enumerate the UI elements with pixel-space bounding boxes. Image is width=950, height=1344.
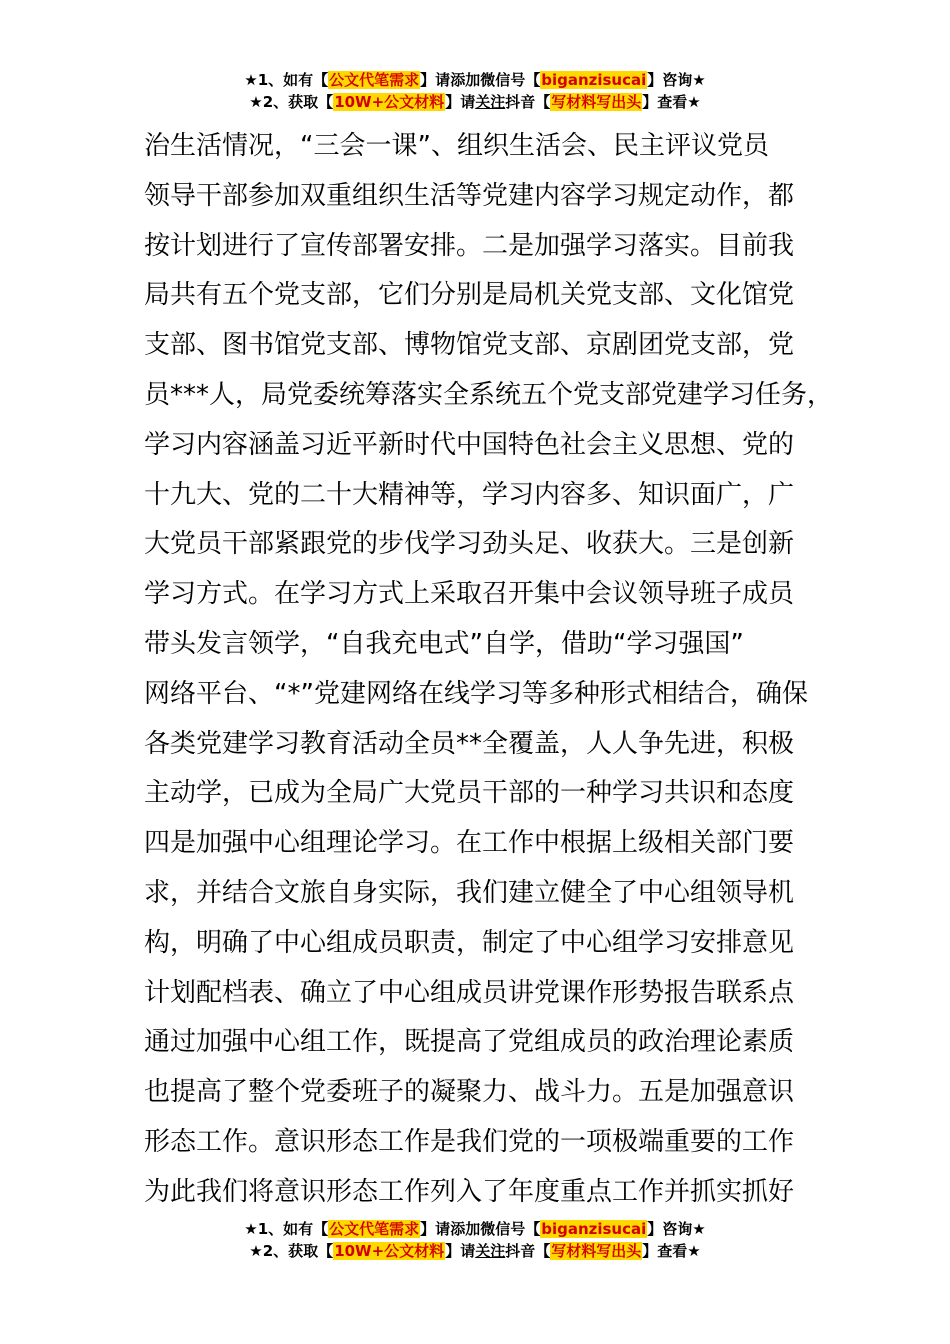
body-line: 学习内容涵盖习近平新时代中国特色社会主义思想、党的 [144, 429, 795, 460]
banner-text: 】请 [445, 1242, 476, 1260]
body-line: 构，明确了中心组成员职责，制定了中心组学习安排意见 [144, 927, 795, 958]
banner-text: ★1、如有【 [244, 1220, 329, 1238]
banner-text: 抖音【 [505, 1242, 551, 1260]
body-line: 为此我们将意识形态工作列入了年度重点工作并抓实抓好 [144, 1176, 795, 1207]
body-line: 通过加强中心组工作，既提高了党组成员的政治理论素质 [144, 1027, 795, 1058]
body-line: 四是加强中心组理论学习。在工作中根据上级相关部门要 [144, 828, 795, 859]
banner-line-2 [0, 91, 950, 113]
banner-text: 】查看★ [642, 1242, 701, 1260]
highlight-materials: 10W+公文材料 [334, 93, 445, 111]
body-line: 计划配档表、确立了中心组成员讲党课作形势报告联系点 [144, 977, 795, 1008]
highlight-wechat-id: biganzisucai [541, 71, 647, 89]
banner-text: 添加 [450, 71, 481, 89]
body-line: 形态工作。意识形态工作是我们党的一项极端重要的工作 [144, 1126, 795, 1157]
highlight-materials: 10W+公文材料 [334, 1242, 445, 1260]
banner-text: ★2、获取【 [249, 1242, 334, 1260]
banner-text: 关注 [475, 1242, 506, 1260]
banner-text: 】咨询★ [647, 71, 706, 89]
banner-text: 】请 [420, 71, 451, 89]
banner-line-2 [0, 1240, 950, 1262]
top-banner [0, 69, 950, 113]
banner-text: 】请 [420, 1220, 451, 1238]
banner-text: 关注 [475, 93, 506, 111]
banner-text: 微信号【 [480, 1220, 541, 1238]
body-line: 网络平台、“*”党建网络在线学习等多种形式相结合，确保 [144, 678, 808, 709]
banner-text: 微信号【 [480, 71, 541, 89]
body-line: 支部、图书馆党支部、博物馆党支部、京剧团党支部，党 [144, 330, 795, 361]
body-line: 也提高了整个党委班子的凝聚力、战斗力。五是加强意识 [144, 1077, 795, 1108]
banner-line-1 [0, 1218, 950, 1240]
body-line: 治生活情况，“三会一课”、组织生活会、民主评议党员 [144, 131, 769, 161]
banner-text: ★1、如有【 [244, 71, 329, 89]
body-line: 局共有五个党支部，它们分别是局机关党支部、文化馆党 [144, 280, 795, 311]
banner-text: 】查看★ [642, 93, 701, 111]
body-line: 主动学，已成为全局广大党员干部的一种学习共识和态度 [144, 778, 795, 809]
banner-text: 抖音【 [505, 93, 551, 111]
body-line: 带头发言领学，“自我充电式”自学，借助“学习强国” [144, 628, 744, 659]
body-line: 学习方式。在学习方式上采取召开集中会议领导班子成员 [144, 579, 795, 610]
highlight-wechat-id: biganzisucai [541, 1220, 647, 1238]
highlight-douyin-account: 写材料写出头 [551, 93, 642, 111]
document-body [144, 122, 844, 1218]
body-line: 按计划进行了宣传部署安排。二是加强学习落实。目前我 [144, 230, 795, 261]
bottom-banner [0, 1218, 950, 1262]
banner-line-1 [0, 69, 950, 91]
body-line: 十九大、党的二十大精神等，学习内容多、知识面广，广 [144, 479, 795, 510]
body-line: 求，并结合文旅自身实际，我们建立健全了中心组领导机 [144, 877, 795, 908]
banner-text: 添加 [450, 1220, 481, 1238]
banner-text: 】请 [445, 93, 476, 111]
body-line: 员***人，局党委统筹落实全系统五个党支部党建学习任务， [144, 379, 834, 410]
highlight-service: 公文代笔需求 [329, 1220, 420, 1238]
body-line: 各类党建学习教育活动全员**全覆盖，人人争先进，积极 [144, 728, 795, 759]
banner-text: 】咨询★ [647, 1220, 706, 1238]
highlight-douyin-account: 写材料写出头 [551, 1242, 642, 1260]
body-line: 大党员干部紧跟党的步伐学习劲头足、收获大。三是创新 [144, 529, 795, 560]
highlight-service: 公文代笔需求 [329, 71, 420, 89]
body-line: 领导干部参加双重组织生活等党建内容学习规定动作，都 [144, 180, 795, 211]
banner-text: ★2、获取【 [249, 93, 334, 111]
